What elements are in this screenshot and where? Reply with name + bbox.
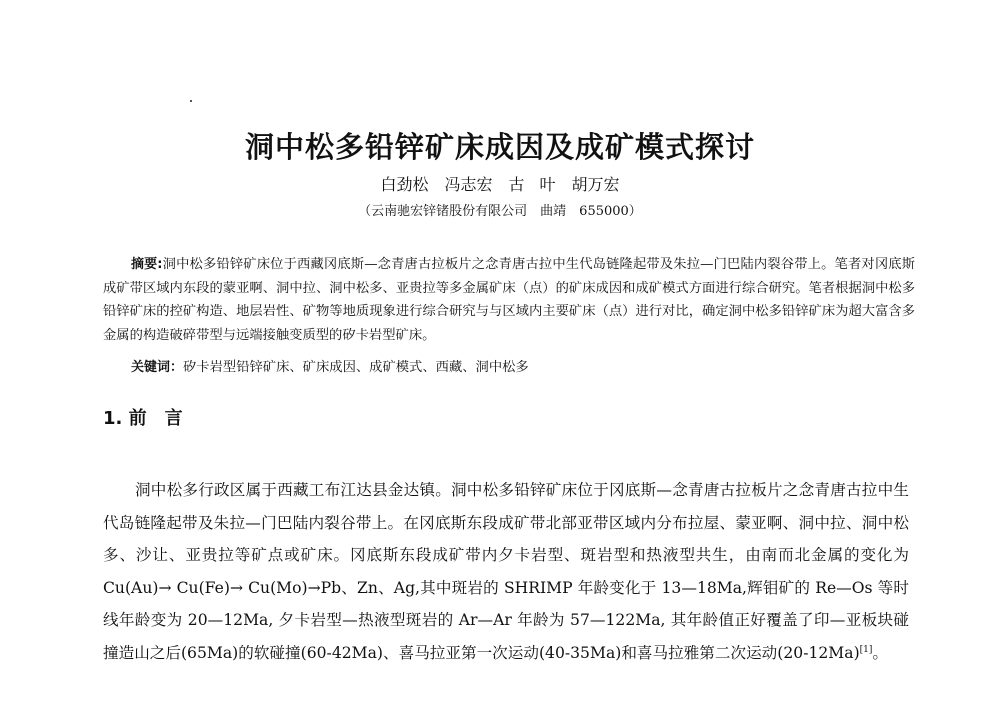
citation-marker: [1] bbox=[859, 644, 873, 655]
affiliation: （云南驰宏锌锗股份有限公司 曲靖 655000） bbox=[358, 204, 642, 219]
abstract bbox=[103, 253, 915, 347]
keywords-text: 矽卡岩型铅锌矿床、矿床成因、成矿模式、西藏、洞中松多 bbox=[183, 360, 529, 375]
keywords-label: 关键词： bbox=[131, 360, 184, 375]
intro-end: 。 bbox=[872, 643, 889, 662]
abstract-label: 摘要: bbox=[131, 257, 163, 272]
abstract-text: 洞中松多铅锌矿床位于西藏冈底斯—念青唐古拉板片之念青唐古拉中生代岛链隆起带及朱拉—门巴陆内裂谷带上。笔者对冈底斯成矿带区域内东段的蒙亚啊、洞中拉、洞中松多、亚贵拉等多金属矿床（点）的矿床成因和成矿模式方面进行综合研究。笔者根据洞中松多铅锌矿床的控矿构造、地层岩性、矿物等地质现象进行综合研究与与区域内主要矿床（点）进行对比，确定洞中松多铅锌矿床为超大富含多金属的构造破碎带型与远端接触变质型的矽卡岩型矿床。 bbox=[103, 257, 915, 343]
keywords bbox=[131, 356, 911, 379]
intro-text: 洞中松多行政区属于西藏工布江达县金达镇。洞中松多铅锌矿床位于冈底斯—念青唐古拉板片之念青唐古拉中生代岛链隆起带及朱拉—门巴陆内裂谷带上。在冈底斯东段成矿带北部亚带区域内分布拉屋、蒙亚啊、洞中拉、洞中松多、沙让、亚贵拉等矿点或矿床。冈底斯东段成矿带内夕卡岩型、斑岩型和热液型共生，由南而北金属的变化为 Cu(Au)→ Cu(Fe)→ Cu(Mo)→Pb、Zn、Ag,其中斑岩的 SHRIMP 年龄变化于 13—18Ma,辉钼矿的 Re—Os 等时线年龄变为 20—12Ma, 夕卡岩型—热液型斑岩的 Ar—Ar 年龄为 57—122Ma, 其年龄值正好覆盖了印—亚板块碰撞造山之后(65Ma)的软碰撞(60-42Ma)、喜马拉亚第一次运动(40-35Ma)和喜马拉雅第二次运动(20-12Ma) bbox=[103, 481, 909, 662]
scan-speck bbox=[190, 100, 192, 102]
section-heading-intro: 1. 前 言 bbox=[103, 408, 183, 429]
intro-paragraph bbox=[103, 474, 909, 669]
paper-title: 洞中松多铅锌矿床成因及成矿模式探讨 bbox=[244, 130, 755, 164]
author-list: 白劲松 冯志宏 古 叶 胡万宏 bbox=[380, 175, 620, 194]
